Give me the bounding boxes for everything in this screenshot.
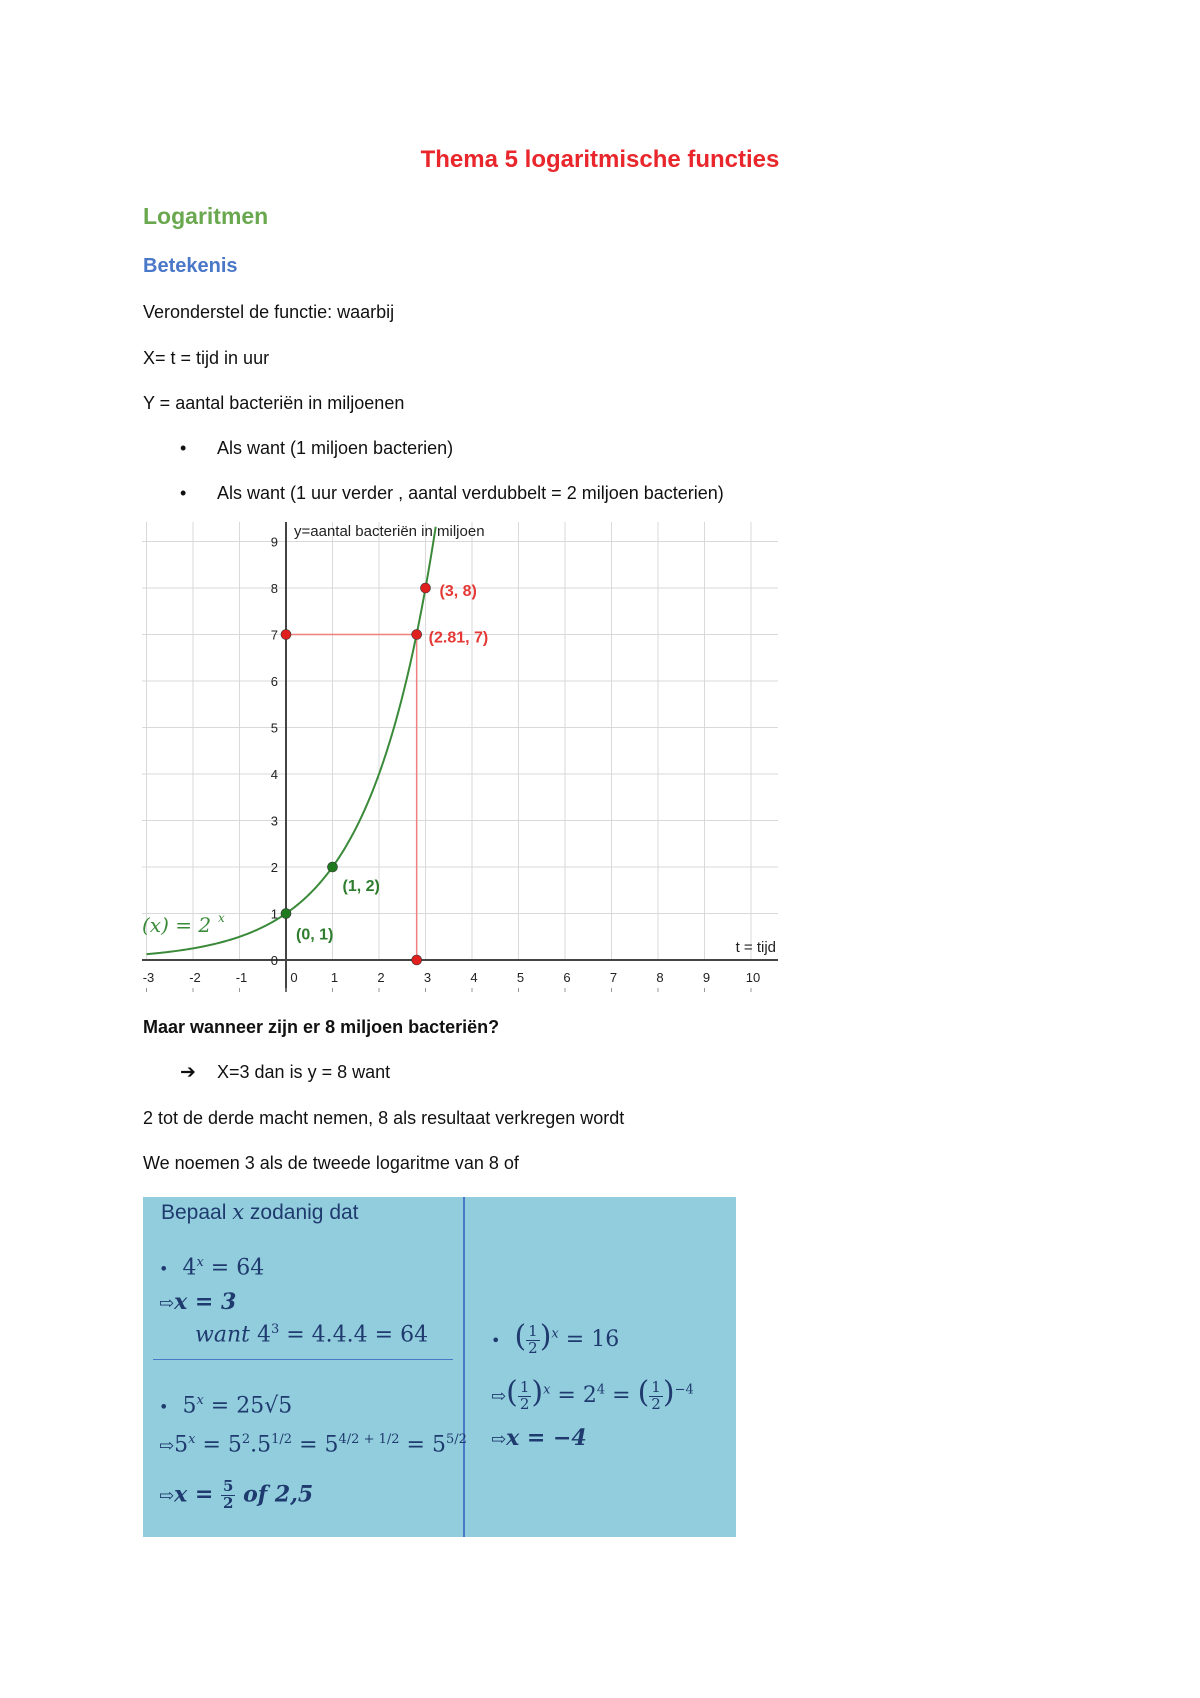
data-point	[281, 630, 291, 640]
data-point	[328, 862, 338, 872]
function-label: (x) = 2	[142, 913, 212, 937]
arrow-icon: ➔	[180, 1062, 196, 1083]
x-tick-label: 7	[609, 970, 618, 985]
point-label: (0, 1)	[296, 926, 334, 944]
point-label: (2.81, 7)	[428, 629, 489, 647]
x-tick-label: 5	[516, 970, 525, 985]
answer-line-3: We noemen 3 als de tweede logaritme van 8 of	[143, 1153, 519, 1173]
exponential-graph	[142, 522, 782, 992]
y-tick-label: 9	[270, 534, 278, 550]
example-2-equation: • 5$^x$ = 25√5	[159, 1393, 293, 1419]
bullet-icon: •	[180, 483, 187, 503]
x-tick-label: 8	[656, 970, 664, 985]
example-3-step: ⇨( $\frac{1}{2}$ )$^x = 2^4$ = ( $\frac{1}{2}$ )$^{-4}$	[491, 1375, 694, 1413]
point-label: (1, 2)	[342, 878, 380, 895]
answer-line-1: X=3 dan is y = 8 want	[217, 1062, 391, 1082]
example-1-result: ⇨x = 3	[159, 1289, 237, 1315]
subsection-heading: Betekenis	[143, 255, 238, 277]
example-3-equation: • ( $\frac{1}{2}$ )$^x$ = 16	[491, 1319, 620, 1357]
text-line-x: X= t = tijd in uur	[143, 348, 270, 368]
data-point	[281, 909, 291, 919]
y-tick-label: 7	[270, 627, 278, 643]
x-tick-label: -1	[235, 970, 248, 985]
y-tick-label: 4	[270, 767, 278, 782]
point-label: (3, 8)	[439, 583, 477, 600]
x-tick-label: 2	[377, 970, 385, 985]
example-1-check: want $4^3 = 4.4.4 = 64$	[195, 1322, 429, 1348]
x-tick-label: 10	[745, 970, 761, 985]
x-tick-label: 0	[290, 970, 298, 985]
x-tick-label: 1	[330, 970, 339, 985]
text-line-function: Veronderstel de functie: waarbij	[143, 302, 395, 322]
math-example-box	[143, 1197, 736, 1537]
bullet-item-1: Als want (1 miljoen bacterien)	[217, 438, 454, 458]
data-point	[412, 955, 422, 965]
bullet-item-2: Als want (1 uur verder , aantal verdubbelt = 2 miljoen bacterien)	[217, 483, 724, 503]
example-2-step: ⇨5$^x$ = $5^2.5^{1/2} = 5^{4/2 + 1/2} = 5^{5/2}$	[159, 1432, 467, 1458]
data-point	[421, 583, 431, 593]
y-tick-label: 1	[270, 906, 278, 922]
x-tick-label: -3	[142, 970, 155, 985]
text-line-y: Y = aantal bacteriën in miljoenen	[143, 393, 405, 413]
y-tick-label: 2	[270, 860, 278, 875]
function-label-exponent: x	[218, 911, 225, 925]
column-divider	[463, 1197, 465, 1537]
x-tick-label: 9	[702, 970, 711, 985]
y-axis-label: y=aantal bacteriën in miljoen	[294, 523, 485, 540]
y-tick-label: 6	[270, 674, 278, 689]
page-title: Thema 5 logaritmische functies	[420, 146, 780, 173]
function-curve	[147, 527, 436, 954]
example-2-result: ⇨x = $\frac{5}{2}$ of 2,5	[159, 1477, 314, 1512]
example-separator	[153, 1359, 453, 1360]
y-tick-label: 3	[270, 813, 278, 829]
y-tick-label: 8	[270, 581, 278, 596]
section-heading: Logaritmen	[143, 203, 269, 229]
y-tick-label: 5	[270, 720, 278, 736]
x-axis-label: t = tijd	[735, 939, 776, 956]
x-tick-label: 3	[423, 970, 432, 985]
x-tick-label: 6	[563, 970, 571, 985]
y-tick-label: 0	[270, 953, 278, 968]
answer-line-2: 2 tot de derde macht nemen, 8 als resultaat verkregen wordt	[143, 1108, 625, 1128]
box-heading: Bepaal x zodanig dat	[161, 1200, 359, 1224]
question-text: Maar wanneer zijn er 8 miljoen bacteriën?	[143, 1017, 500, 1037]
x-tick-label: -2	[189, 970, 201, 985]
example-3-result: ⇨x = −4	[491, 1425, 587, 1451]
bullet-icon: •	[180, 438, 187, 458]
data-point	[412, 630, 422, 640]
example-1-equation: • 4$^x$ = 64	[159, 1255, 265, 1281]
x-tick-label: 4	[470, 970, 478, 985]
